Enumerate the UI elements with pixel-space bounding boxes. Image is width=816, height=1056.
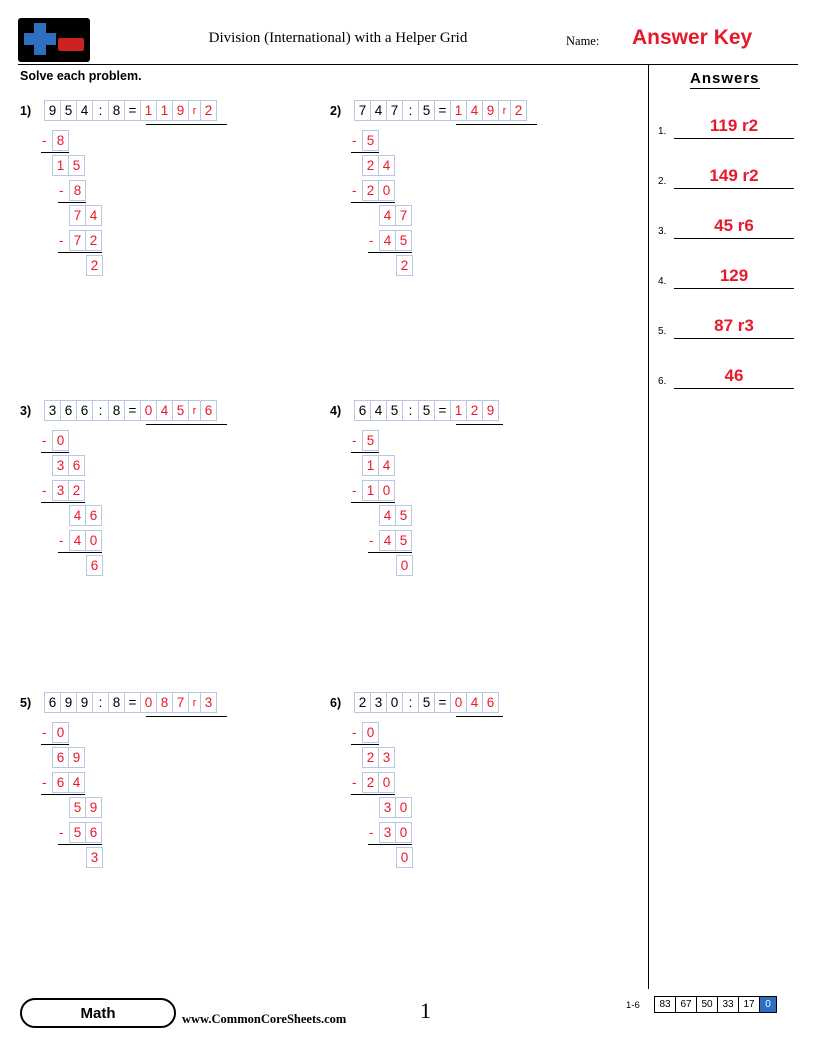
equation-cell[interactable]: 1 bbox=[140, 100, 157, 121]
work-row bbox=[354, 722, 514, 748]
work-row bbox=[44, 230, 204, 256]
answer-value: 129 bbox=[719, 266, 749, 285]
subtraction-line bbox=[41, 452, 69, 453]
equation-cell[interactable]: 4 bbox=[156, 400, 173, 421]
equation-cell[interactable]: 9 bbox=[60, 692, 77, 713]
problem-number: 3) bbox=[20, 404, 32, 418]
subtraction-line bbox=[351, 452, 379, 453]
equation-row bbox=[354, 400, 498, 422]
scale-cell: 17 bbox=[738, 996, 760, 1013]
equation-cell[interactable]: r bbox=[188, 400, 201, 421]
equation-cell[interactable]: 9 bbox=[172, 100, 189, 121]
work-row bbox=[354, 130, 514, 156]
equation-cell[interactable]: 8 bbox=[156, 692, 173, 713]
equation-cell[interactable]: : bbox=[92, 400, 109, 421]
work-cell[interactable]: 4 bbox=[378, 455, 395, 476]
work-cell[interactable]: 0 bbox=[362, 722, 379, 743]
equation-row bbox=[44, 100, 216, 122]
work-cell[interactable]: 0 bbox=[52, 430, 69, 451]
equation-cell[interactable]: 0 bbox=[450, 692, 467, 713]
minus-sign: - bbox=[59, 233, 64, 248]
work-cell[interactable]: 6 bbox=[68, 455, 85, 476]
work-cell[interactable]: 2 bbox=[86, 255, 103, 276]
equation-cell[interactable]: 3 bbox=[200, 692, 217, 713]
quotient-overbar bbox=[456, 716, 503, 717]
equation-cell[interactable]: 5 bbox=[386, 400, 403, 421]
equation-cell[interactable]: 9 bbox=[482, 400, 499, 421]
equation-cell[interactable]: : bbox=[402, 400, 419, 421]
answer-number: 3. bbox=[658, 226, 667, 237]
work-row bbox=[44, 722, 204, 748]
equation-cell[interactable]: : bbox=[402, 100, 419, 121]
work-cell[interactable]: 0 bbox=[396, 555, 413, 576]
work-cell[interactable]: 4 bbox=[69, 505, 86, 526]
work-cell[interactable]: 2 bbox=[362, 155, 379, 176]
work-cell[interactable]: 4 bbox=[68, 772, 85, 793]
minus-sign: - bbox=[42, 483, 47, 498]
division-problem bbox=[20, 400, 300, 660]
work-cell[interactable]: 6 bbox=[85, 505, 102, 526]
division-problem bbox=[330, 100, 610, 360]
quotient-overbar bbox=[456, 124, 537, 125]
work-row bbox=[44, 255, 204, 281]
scale-cell: 33 bbox=[717, 996, 739, 1013]
site-logo bbox=[18, 18, 90, 62]
subtraction-line bbox=[58, 844, 102, 845]
answer-value: 46 bbox=[724, 366, 744, 385]
work-cell[interactable]: 5 bbox=[68, 155, 85, 176]
work-cell[interactable]: 4 bbox=[379, 505, 396, 526]
logo-red-bar bbox=[58, 38, 84, 51]
work-cell[interactable]: 3 bbox=[52, 455, 69, 476]
work-row bbox=[44, 797, 204, 823]
work-row bbox=[44, 430, 204, 456]
answer-value: 87 r3 bbox=[714, 316, 754, 335]
page-header bbox=[18, 18, 798, 62]
work-row bbox=[44, 772, 204, 798]
equation-cell[interactable]: 0 bbox=[386, 692, 403, 713]
answer-row bbox=[658, 308, 794, 346]
work-cell[interactable]: 5 bbox=[395, 230, 412, 251]
work-row bbox=[44, 555, 204, 581]
equation-cell[interactable]: 7 bbox=[386, 100, 403, 121]
work-cell[interactable]: 4 bbox=[85, 205, 102, 226]
work-row bbox=[354, 555, 514, 581]
work-row bbox=[354, 430, 514, 456]
equation-row bbox=[44, 400, 216, 422]
division-problem bbox=[330, 400, 610, 660]
answer-line bbox=[674, 188, 794, 189]
instructions: Solve each problem. bbox=[20, 69, 142, 83]
subtraction-line bbox=[351, 744, 379, 745]
minus-sign: - bbox=[352, 483, 357, 498]
header-divider bbox=[18, 64, 798, 65]
work-cell[interactable]: 2 bbox=[85, 230, 102, 251]
equation-cell[interactable]: 3 bbox=[44, 400, 61, 421]
name-label: Name: bbox=[566, 34, 600, 48]
work-cell[interactable]: 4 bbox=[379, 230, 396, 251]
equation-cell[interactable]: 6 bbox=[44, 692, 61, 713]
subtraction-line bbox=[368, 844, 412, 845]
equation-cell[interactable]: 7 bbox=[172, 692, 189, 713]
subtraction-line bbox=[58, 552, 102, 553]
equation-cell[interactable]: 3 bbox=[370, 692, 387, 713]
equation-cell[interactable]: 0 bbox=[140, 692, 157, 713]
equation-cell[interactable]: 1 bbox=[450, 100, 467, 121]
work-cell[interactable]: 3 bbox=[378, 747, 395, 768]
equation-cell[interactable]: r bbox=[188, 692, 201, 713]
equation-cell[interactable]: = bbox=[124, 400, 141, 421]
work-cell[interactable]: 6 bbox=[52, 747, 69, 768]
equation-cell[interactable]: 5 bbox=[418, 400, 435, 421]
equation-cell[interactable]: 4 bbox=[370, 100, 387, 121]
equation-cell[interactable]: : bbox=[402, 692, 419, 713]
work-row bbox=[44, 747, 204, 773]
work-cell[interactable]: 4 bbox=[69, 530, 86, 551]
problem-number: 6) bbox=[330, 696, 342, 710]
minus-sign: - bbox=[352, 183, 357, 198]
work-cell[interactable]: 3 bbox=[379, 797, 396, 818]
answer-value: 45 r6 bbox=[714, 216, 754, 235]
answer-row bbox=[658, 108, 794, 146]
work-cell[interactable]: 5 bbox=[69, 822, 86, 843]
work-row bbox=[44, 455, 204, 481]
problem-number: 4) bbox=[330, 404, 342, 418]
work-row bbox=[354, 180, 514, 206]
equation-cell[interactable]: 4 bbox=[466, 100, 483, 121]
work-row bbox=[354, 797, 514, 823]
equation-cell[interactable]: 1 bbox=[156, 100, 173, 121]
minus-sign: - bbox=[369, 825, 374, 840]
subtraction-line bbox=[41, 744, 69, 745]
answer-line bbox=[674, 138, 794, 139]
subtraction-line bbox=[41, 152, 69, 153]
work-cell[interactable]: 0 bbox=[395, 822, 412, 843]
answer-line bbox=[674, 338, 794, 339]
scale-cell: 67 bbox=[675, 996, 697, 1013]
site-url: www.CommonCoreSheets.com bbox=[182, 1012, 347, 1026]
work-cell[interactable]: 8 bbox=[52, 130, 69, 151]
quotient-overbar bbox=[146, 124, 227, 125]
answer-line bbox=[674, 238, 794, 239]
equation-cell[interactable]: : bbox=[92, 692, 109, 713]
work-cell[interactable]: 2 bbox=[68, 480, 85, 501]
work-row bbox=[354, 455, 514, 481]
division-problem bbox=[20, 100, 300, 360]
plus-icon-horizontal bbox=[24, 33, 56, 45]
work-cell[interactable]: 1 bbox=[52, 155, 69, 176]
work-row bbox=[354, 847, 514, 873]
equation-cell[interactable]: 4 bbox=[466, 692, 483, 713]
equation-cell[interactable]: = bbox=[124, 100, 141, 121]
equation-row bbox=[354, 692, 498, 714]
equation-cell[interactable]: = bbox=[434, 100, 451, 121]
work-row bbox=[354, 205, 514, 231]
work-cell[interactable]: 2 bbox=[362, 772, 379, 793]
minus-sign: - bbox=[59, 533, 64, 548]
work-row bbox=[354, 822, 514, 848]
work-cell[interactable]: 5 bbox=[362, 430, 379, 451]
scale-cell: 0 bbox=[759, 996, 777, 1013]
work-row bbox=[44, 155, 204, 181]
subtraction-line bbox=[351, 794, 395, 795]
work-cell[interactable]: 5 bbox=[395, 505, 412, 526]
problem-number: 2) bbox=[330, 104, 342, 118]
work-row bbox=[354, 480, 514, 506]
answer-number: 6. bbox=[658, 376, 667, 387]
answer-line bbox=[674, 388, 794, 389]
work-row bbox=[354, 505, 514, 531]
scale-cell: 83 bbox=[654, 996, 676, 1013]
work-cell[interactable]: 7 bbox=[69, 205, 86, 226]
subtraction-line bbox=[368, 552, 412, 553]
work-cell[interactable]: 7 bbox=[69, 230, 86, 251]
answer-number: 4. bbox=[658, 276, 667, 287]
minus-sign: - bbox=[42, 433, 47, 448]
minus-sign: - bbox=[369, 233, 374, 248]
equation-cell[interactable]: 6 bbox=[76, 400, 93, 421]
subtraction-line bbox=[58, 202, 86, 203]
equation-cell[interactable]: 8 bbox=[108, 100, 125, 121]
quotient-overbar bbox=[146, 424, 227, 425]
quotient-overbar bbox=[456, 424, 503, 425]
page-number: 1 bbox=[420, 998, 431, 1023]
work-cell[interactable]: 2 bbox=[396, 255, 413, 276]
equation-cell[interactable]: 9 bbox=[76, 692, 93, 713]
quotient-overbar bbox=[146, 716, 227, 717]
answers-column-divider bbox=[648, 64, 649, 989]
work-cell[interactable]: 4 bbox=[379, 530, 396, 551]
work-row bbox=[354, 230, 514, 256]
work-cell[interactable]: 1 bbox=[362, 480, 379, 501]
score-scale bbox=[654, 994, 776, 1011]
equation-cell[interactable]: 2 bbox=[200, 100, 217, 121]
work-cell[interactable]: 3 bbox=[379, 822, 396, 843]
equation-cell[interactable]: 6 bbox=[354, 400, 371, 421]
minus-sign: - bbox=[42, 725, 47, 740]
answers-heading: Answers bbox=[690, 70, 760, 87]
work-row bbox=[354, 255, 514, 281]
work-cell[interactable]: 5 bbox=[362, 130, 379, 151]
equation-row bbox=[44, 692, 216, 714]
work-cell[interactable]: 7 bbox=[395, 205, 412, 226]
work-cell[interactable]: 0 bbox=[52, 722, 69, 743]
equation-cell[interactable]: 5 bbox=[172, 400, 189, 421]
work-row bbox=[44, 480, 204, 506]
work-row bbox=[44, 205, 204, 231]
work-cell[interactable]: 5 bbox=[395, 530, 412, 551]
work-row bbox=[354, 155, 514, 181]
answer-row bbox=[658, 158, 794, 196]
answer-number: 1. bbox=[658, 126, 667, 137]
work-cell[interactable]: 2 bbox=[362, 180, 379, 201]
work-cell[interactable]: 5 bbox=[69, 797, 86, 818]
work-cell[interactable]: 6 bbox=[52, 772, 69, 793]
work-cell[interactable]: 6 bbox=[85, 822, 102, 843]
work-cell[interactable]: 3 bbox=[86, 847, 103, 868]
work-cell[interactable]: 0 bbox=[396, 847, 413, 868]
page-title: Division (International) with a Helper Grid bbox=[208, 30, 468, 46]
answer-value: 119 r2 bbox=[709, 116, 759, 135]
subject-badge: Math bbox=[20, 998, 176, 1028]
equation-cell[interactable]: 6 bbox=[60, 400, 77, 421]
equation-cell[interactable]: r bbox=[188, 100, 201, 121]
equation-cell[interactable]: 4 bbox=[76, 100, 93, 121]
subtraction-line bbox=[351, 152, 379, 153]
division-problem bbox=[330, 692, 610, 952]
equation-cell[interactable]: 6 bbox=[200, 400, 217, 421]
work-row bbox=[44, 847, 204, 873]
work-cell[interactable]: 8 bbox=[69, 180, 86, 201]
answer-number: 5. bbox=[658, 326, 667, 337]
subtraction-line bbox=[41, 502, 85, 503]
work-cell[interactable]: 6 bbox=[86, 555, 103, 576]
problem-number: 5) bbox=[20, 696, 32, 710]
equation-cell[interactable]: = bbox=[124, 692, 141, 713]
work-row bbox=[354, 747, 514, 773]
minus-sign: - bbox=[352, 725, 357, 740]
work-row bbox=[44, 822, 204, 848]
subtraction-line bbox=[41, 794, 85, 795]
equation-cell[interactable]: 7 bbox=[354, 100, 371, 121]
work-cell[interactable]: 9 bbox=[85, 797, 102, 818]
equation-cell[interactable]: 8 bbox=[108, 692, 125, 713]
answer-row bbox=[658, 258, 794, 296]
equation-cell[interactable]: 5 bbox=[60, 100, 77, 121]
subtraction-line bbox=[368, 252, 412, 253]
equation-cell[interactable]: 1 bbox=[450, 400, 467, 421]
work-cell[interactable]: 4 bbox=[379, 205, 396, 226]
answer-value: 149 r2 bbox=[709, 166, 759, 185]
equation-cell[interactable]: 0 bbox=[140, 400, 157, 421]
answer-key-badge: Answer Key bbox=[632, 26, 753, 49]
equation-cell[interactable]: : bbox=[92, 100, 109, 121]
equation-cell[interactable]: r bbox=[498, 100, 511, 121]
equation-cell[interactable]: 9 bbox=[482, 100, 499, 121]
scale-cell: 50 bbox=[696, 996, 718, 1013]
subtraction-line bbox=[58, 252, 102, 253]
minus-sign: - bbox=[352, 133, 357, 148]
work-row bbox=[44, 130, 204, 156]
equation-cell[interactable]: 5 bbox=[418, 692, 435, 713]
answer-number: 2. bbox=[658, 176, 667, 187]
work-cell[interactable]: 4 bbox=[378, 155, 395, 176]
work-cell[interactable]: 0 bbox=[378, 180, 395, 201]
work-row bbox=[44, 505, 204, 531]
work-row bbox=[44, 180, 204, 206]
minus-sign: - bbox=[352, 775, 357, 790]
equation-cell[interactable]: = bbox=[434, 692, 451, 713]
minus-sign: - bbox=[352, 433, 357, 448]
minus-sign: - bbox=[59, 183, 64, 198]
minus-sign: - bbox=[59, 825, 64, 840]
equation-row bbox=[354, 100, 526, 122]
work-row bbox=[354, 772, 514, 798]
answer-row bbox=[658, 358, 794, 396]
work-cell[interactable]: 9 bbox=[68, 747, 85, 768]
equation-cell[interactable]: 4 bbox=[370, 400, 387, 421]
subtraction-line bbox=[351, 202, 395, 203]
equation-cell[interactable]: 9 bbox=[44, 100, 61, 121]
equation-cell[interactable]: 2 bbox=[510, 100, 527, 121]
equation-cell[interactable]: = bbox=[434, 400, 451, 421]
work-cell[interactable]: 0 bbox=[378, 772, 395, 793]
work-row bbox=[354, 530, 514, 556]
subtraction-line bbox=[351, 502, 395, 503]
work-cell[interactable]: 2 bbox=[362, 747, 379, 768]
answer-row bbox=[658, 208, 794, 246]
work-cell[interactable]: 3 bbox=[52, 480, 69, 501]
equation-cell[interactable]: 8 bbox=[108, 400, 125, 421]
work-cell[interactable]: 0 bbox=[85, 530, 102, 551]
equation-cell[interactable]: 2 bbox=[466, 400, 483, 421]
equation-cell[interactable]: 6 bbox=[482, 692, 499, 713]
answer-line bbox=[674, 288, 794, 289]
problem-number: 1) bbox=[20, 104, 32, 118]
work-cell[interactable]: 1 bbox=[362, 455, 379, 476]
work-row bbox=[44, 530, 204, 556]
work-cell[interactable]: 0 bbox=[395, 797, 412, 818]
minus-sign: - bbox=[369, 533, 374, 548]
division-problem bbox=[20, 692, 300, 952]
equation-cell[interactable]: 2 bbox=[354, 692, 371, 713]
score-range: 1-6 bbox=[626, 1000, 640, 1011]
minus-sign: - bbox=[42, 133, 47, 148]
minus-sign: - bbox=[42, 775, 47, 790]
equation-cell[interactable]: 5 bbox=[418, 100, 435, 121]
work-cell[interactable]: 0 bbox=[378, 480, 395, 501]
